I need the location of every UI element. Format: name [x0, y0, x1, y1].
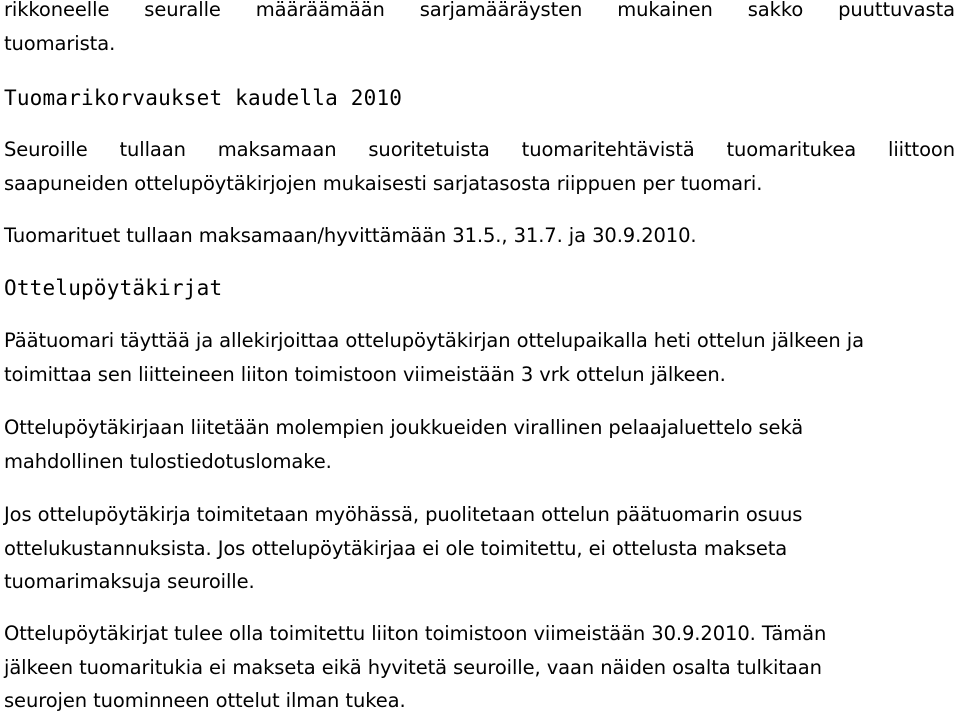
intro-line-1: rikkoneelle seuralle määräämään sarjamääräysten mukainen sakko puuttuvasta — [4, 0, 955, 21]
intro-line-2: tuomarista. — [4, 32, 116, 55]
paragraph-line: Jos ottelupöytäkirja toimitetaan myöhässä, puolitetaan ottelun päätuomarin osuus — [4, 503, 803, 526]
paragraph-line: ottelukustannuksista. Jos ottelupöytäkirjaa ei ole toimitettu, ei ottelusta makseta — [4, 537, 788, 560]
paragraph-line: Seuroille tullaan maksamaan suoritetuista tuomaritehtävistä tuomaritukea liittoon — [4, 138, 955, 161]
paragraph-line: toimittaa sen liitteineen liiton toimistoon viimeistään 3 vrk ottelun jälkeen. — [4, 363, 726, 386]
paragraph-line: tuomarimaksuja seuroille. — [4, 570, 255, 593]
paragraph-line: Ottelupöytäkirjat tulee olla toimitettu liiton toimistoon viimeistään 30.9.2010. Tämän — [4, 622, 827, 645]
paragraph-line: Päätuomari täyttää ja allekirjoittaa ottelupöytäkirjan ottelupaikalla heti ottelun jälkeen ja — [4, 329, 864, 352]
paragraph-line: jälkeen tuomaritukia ei makseta eikä hyvitetä seuroille, vaan näiden osalta tulkitaan — [4, 656, 822, 679]
paragraph-line: saapuneiden ottelupöytäkirjojen mukaisesti sarjatasosta riippuen per tuomari. — [4, 172, 763, 195]
paragraph-line: Ottelupöytäkirjaan liitetään molempien joukkueiden virallinen pelaajaluettelo sekä — [4, 416, 804, 439]
paragraph-line: Tuomarituet tullaan maksamaan/hyvittämään 31.5., 31.7. ja 30.9.2010. — [4, 224, 697, 247]
section-heading-ottelupoytakirjat: Ottelupöytäkirjat — [4, 276, 223, 300]
paragraph-line: seurojen tuominneen ottelut ilman tukea. — [4, 689, 406, 712]
document-page — [4, 0, 955, 712]
section-heading-tuomarikorvaukset: Tuomarikorvaukset kaudella 2010 — [4, 86, 403, 110]
paragraph-line: mahdollinen tulostiedotuslomake. — [4, 450, 332, 473]
